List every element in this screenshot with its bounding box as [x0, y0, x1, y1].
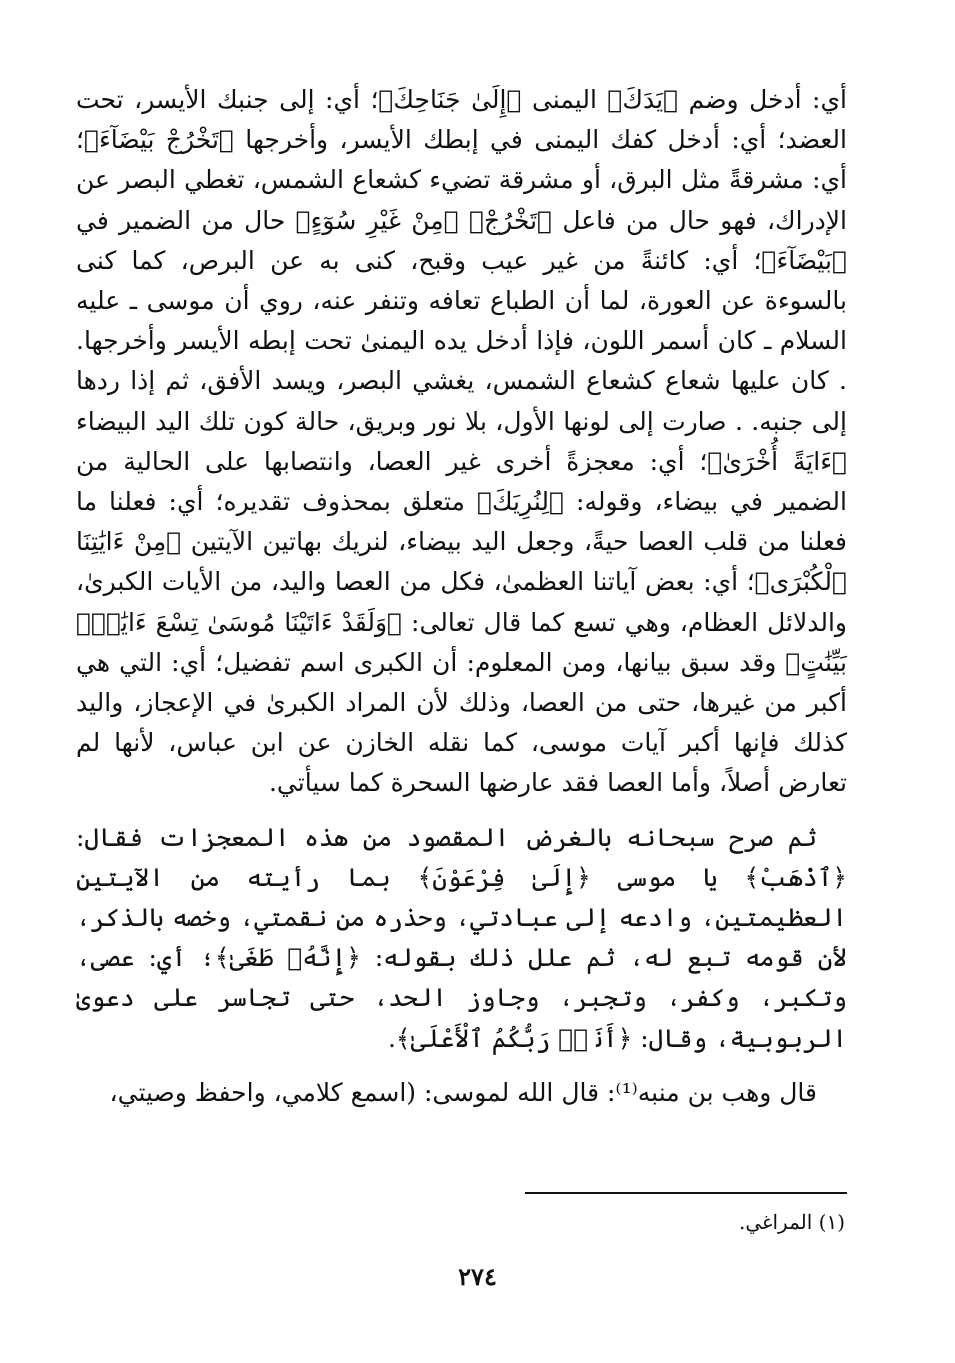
- main-text: [76, 80, 847, 1113]
- paragraph-3: قال وهب بن منبه⁽¹⁾: قال الله لموسى: (اسمع كلامي، واحفظ وصيتي،: [109, 1077, 817, 1107]
- paragraph-2: ثم صرح سبحانه بالغرض المقصود من هذه المعجزات فقال: ﴿ٱذْهَبْ﴾ يا موسى ﴿إِلَىٰ فِرْعَوْنَ﴾ بما رأيته من الآيتين العظيمتين، وادعه إلى عبادتي، وحذره من نقمتي، وخصه بالذكر، لأن قومه تبع له، ثم علل ذلك بقوله: ﴿إِنَّهُۥ طَغَىٰ﴾؛ أي: عصى، وتكبر، وكفر، وتجبر، وجاوز الحد، حتى تجاسر على دعوىٰ الربوبية، وقال: ﴿أَنَا۠ رَبُّكُمُ ٱلْأَعْلَىٰ﴾.: [76, 822, 847, 1053]
- paragraph-1: أي: أدخل وضم ﴿يَدَكَ﴾ اليمنى ﴿إِلَىٰ جَنَاحِكَ﴾؛ أي: إلى جنبك الأيسر، تحت العضد؛ أي: أدخل كفك اليمنى في إبطك الأيسر، وأخرجها ﴿تَخْرُجْ بَيْضَآءَ﴾؛ أي: مشرقةً مثل البرق، أو مشرقة تضيء كشعاع الشمس، تغطي البصر عن الإدراك، فهو حال من فاعل ﴿تَخْرُجْ﴾ ﴿مِنْ غَيْرِ سُوٓءٍ﴾ حال من الضمير في ﴿بَيْضَآءَ﴾؛ أي: كائنةً من غير عيب وقبح، كنى به عن البرص، كما كنى بالسوءة عن العورة، لما أن الطباع تعافه وتنفر عنه، روي أن موسى ـ عليه السلام ـ كان أسمر اللون، فإذا أدخل يده اليمنىٰ تحت إبطه الأيسر وأخرجها. . كان عليها شعاع كشعاع الشمس، يغشي البصر، ويسد الأفق، ثم إذا ردها إلى جنبه. . صارت إلى لونها الأول، بلا نور وبريق، حالة كون تلك اليد البيضاء ﴿ءَايَةً أُخْرَىٰ﴾؛ أي: معجزةً أخرى غير العصا، وانتصابها على الحالية من الضمير في بيضاء، وقوله: ﴿لِنُرِيَكَ﴾ متعلق بمحذوف تقديره؛ أي: فعلنا ما فعلنا من قلب العصا حيةً، وجعل اليد بيضاء، لنريك بهاتين الآيتين ﴿مِنْ ءَايَٰتِنَا ٱلْكُبْرَى﴾؛ أي: بعض آياتنا العظمىٰ، فكل من العصا واليد، من الأيات الكبرىٰ، والدلائل العظام، وهي تسع كما قال تعالى: ﴿وَلَقَدْ ءَاتَيْنَا مُوسَىٰ تِسْعَ ءَايَٰتٍۭ بَيِّنَٰتٍ﴾ وقد سبق بيانها، ومن المعلوم: أن الكبرى اسم تفضيل؛ أي: التي هي أكبر من غيرها، حتى من العصا، وذلك لأن المراد الكبرىٰ في الإعجاز، واليد كذلك فإنها أكبر آيات موسى، كما نقله الخازن عن ابن عباس، لأنها لم تعارض أصلاً، وأما العصا فقد عارضها السحرة كما سيأتي.: [76, 85, 847, 798]
- page-number: ٢٧٤: [458, 1262, 497, 1291]
- footnote: (١) المراغي.: [738, 1210, 845, 1234]
- footnote-divider: [525, 1192, 847, 1194]
